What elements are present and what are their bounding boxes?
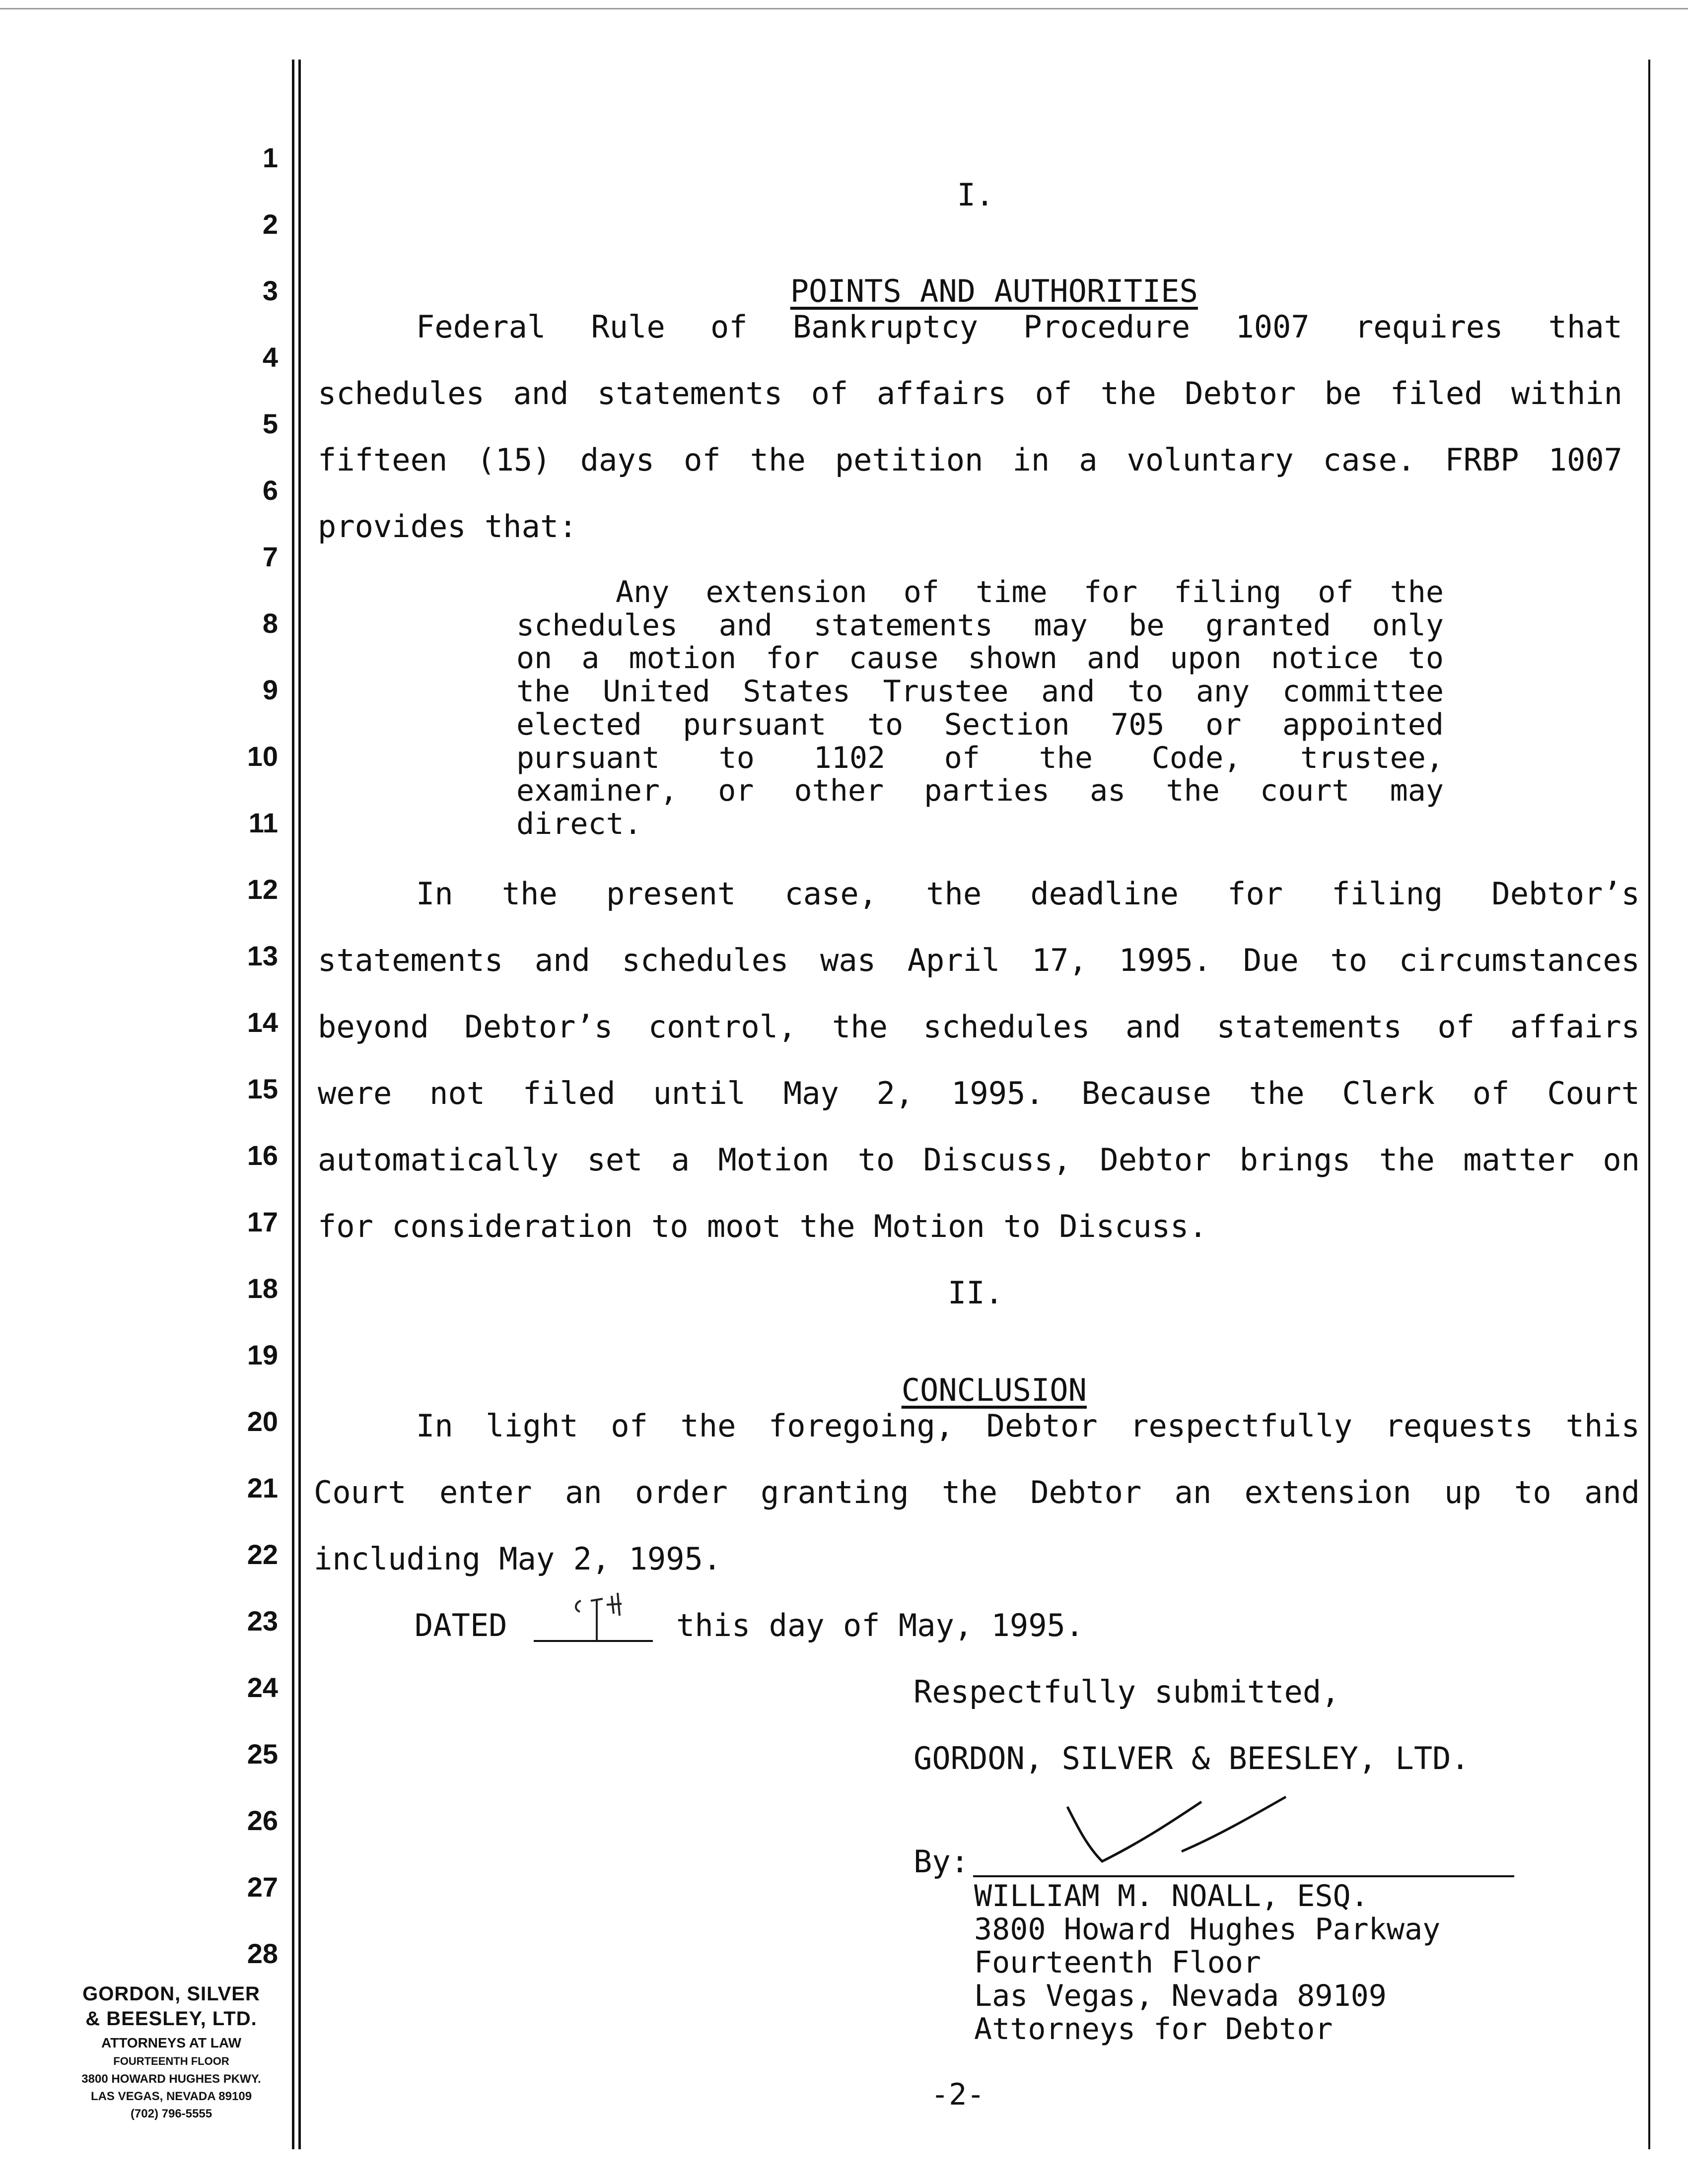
section-2-heading bbox=[318, 1344, 1633, 1406]
firm-footer-line: FOURTEENTH FLOOR bbox=[113, 2055, 229, 2067]
line-number: 1 bbox=[262, 142, 278, 173]
line-number: 23 bbox=[247, 1605, 278, 1637]
line-number: 27 bbox=[247, 1871, 278, 1903]
quote-line: Any extension of time for filing of the bbox=[616, 575, 1444, 610]
top-edge-rule bbox=[0, 8, 1688, 9]
address-line: Attorneys for Debtor bbox=[974, 2012, 1333, 2047]
firm-footer-line: LAS VEGAS, NEVADA 89109 bbox=[90, 2090, 252, 2103]
section-2-heading-text: CONCLUSION bbox=[901, 1372, 1087, 1408]
quote-line: the United States Trustee and to any committee bbox=[516, 674, 1444, 709]
para-2-line: statements and schedules was April 17, 1995. Due to circumstances bbox=[318, 942, 1640, 978]
line-number: 5 bbox=[262, 408, 278, 439]
handwritten-day bbox=[566, 1578, 645, 1645]
line-number: 4 bbox=[262, 341, 278, 373]
line-number: 14 bbox=[247, 1007, 278, 1038]
firm-footer-line: ATTORNEYS AT LAW bbox=[101, 2035, 242, 2050]
line-number: 2 bbox=[262, 208, 278, 240]
signature bbox=[1057, 1787, 1306, 1871]
line-number: 9 bbox=[262, 674, 278, 705]
para-2-line: were not filed until May 2, 1995. Because the Clerk of Court bbox=[318, 1075, 1640, 1111]
firm-footer-line: (702) 796-5555 bbox=[130, 2107, 212, 2120]
line-number: 12 bbox=[247, 874, 278, 905]
section-1-heading bbox=[318, 245, 1633, 307]
right-margin-rule bbox=[1648, 60, 1650, 2149]
closing: Respectfully submitted, bbox=[914, 1674, 1340, 1710]
block-quote bbox=[516, 576, 1444, 841]
quote-line: elected pursuant to Section 705 or appointed bbox=[516, 707, 1444, 742]
quote-line: pursuant to 1102 of the Code, trustee, bbox=[516, 740, 1444, 775]
signature-line bbox=[973, 1875, 1514, 1877]
section-1-numeral: I. bbox=[957, 177, 994, 213]
line-number: 8 bbox=[262, 608, 278, 639]
quote-line: schedules and statements may be granted only bbox=[516, 608, 1444, 643]
line-number: 11 bbox=[248, 807, 278, 838]
line-number: 16 bbox=[247, 1140, 278, 1171]
para-2-line: beyond Debtor’s control, the schedules and statements of affairs bbox=[318, 1009, 1640, 1045]
dated-suffix: this day of May, 1995. bbox=[676, 1607, 1084, 1643]
quote-line: on a motion for cause shown and upon notice to bbox=[516, 641, 1444, 676]
section-2-numeral: II. bbox=[948, 1275, 1003, 1311]
attorney-name: WILLIAM M. NOALL, ESQ. bbox=[974, 1879, 1369, 1913]
line-number: 7 bbox=[262, 541, 278, 572]
line-number: 6 bbox=[262, 475, 278, 506]
line-number: 21 bbox=[247, 1472, 278, 1503]
line-number: 22 bbox=[247, 1539, 278, 1570]
handwritten-day-text: 9TH bbox=[566, 1578, 580, 1588]
left-margin-rule-1 bbox=[292, 60, 294, 2149]
para-1-line: provides that: bbox=[318, 508, 577, 545]
quote-line: examiner, or other parties as the court may bbox=[516, 773, 1444, 809]
address-line: Fourteenth Floor bbox=[974, 1945, 1261, 1980]
line-number: 18 bbox=[247, 1273, 278, 1304]
line-number: 13 bbox=[247, 940, 278, 971]
firm-footer-name-1: GORDON, SILVER bbox=[82, 1983, 260, 2005]
dated-label: DATED bbox=[415, 1607, 507, 1643]
para-1-line: schedules and statements of affairs of the Debtor be filed within bbox=[318, 375, 1622, 411]
line-number: 15 bbox=[247, 1073, 278, 1104]
para-2-line: automatically set a Motion to Discuss, Debtor brings the matter on bbox=[318, 1142, 1640, 1178]
line-number: 3 bbox=[262, 275, 278, 306]
page-number: -2- bbox=[931, 2077, 985, 2112]
para-2-line: for consideration to moot the Motion to Discuss. bbox=[318, 1208, 1207, 1244]
left-margin-rule-2 bbox=[298, 60, 301, 2149]
para-2-line: In the present case, the deadline for filing Debtor’s bbox=[416, 876, 1640, 912]
address-line: 3800 Howard Hughes Parkway bbox=[974, 1912, 1441, 1947]
line-number: 24 bbox=[247, 1672, 278, 1703]
para-1-line: fifteen (15) days of the petition in a voluntary case. FRBP 1007 bbox=[318, 442, 1622, 478]
line-number: 26 bbox=[247, 1805, 278, 1836]
conclusion-line: Court enter an order granting the Debtor an extension up to and bbox=[314, 1474, 1640, 1510]
para-1-line: Federal Rule of Bankruptcy Procedure 1007 requires that bbox=[416, 309, 1622, 345]
conclusion-line: including May 2, 1995. bbox=[314, 1541, 722, 1577]
address-line: Las Vegas, Nevada 89109 bbox=[974, 1979, 1387, 2013]
firm-name: GORDON, SILVER & BEESLEY, LTD. bbox=[914, 1740, 1470, 1776]
line-number: 20 bbox=[247, 1406, 278, 1437]
firm-footer-line: 3800 HOWARD HUGHES PKWY. bbox=[81, 2072, 261, 2086]
line-number: 28 bbox=[247, 1938, 278, 1969]
line-number: 17 bbox=[247, 1206, 278, 1237]
line-number: 10 bbox=[247, 741, 278, 772]
by-label: By: bbox=[914, 1843, 969, 1880]
firm-footer-name-2: & BEESLEY, LTD. bbox=[85, 2008, 257, 2030]
section-1-heading-text: POINTS AND AUTHORITIES bbox=[790, 273, 1198, 309]
line-number: 19 bbox=[247, 1339, 278, 1370]
quote-line: direct. bbox=[516, 806, 642, 841]
conclusion-line: In light of the foregoing, Debtor respectfully requests this bbox=[416, 1408, 1640, 1444]
line-number: 25 bbox=[247, 1738, 278, 1770]
